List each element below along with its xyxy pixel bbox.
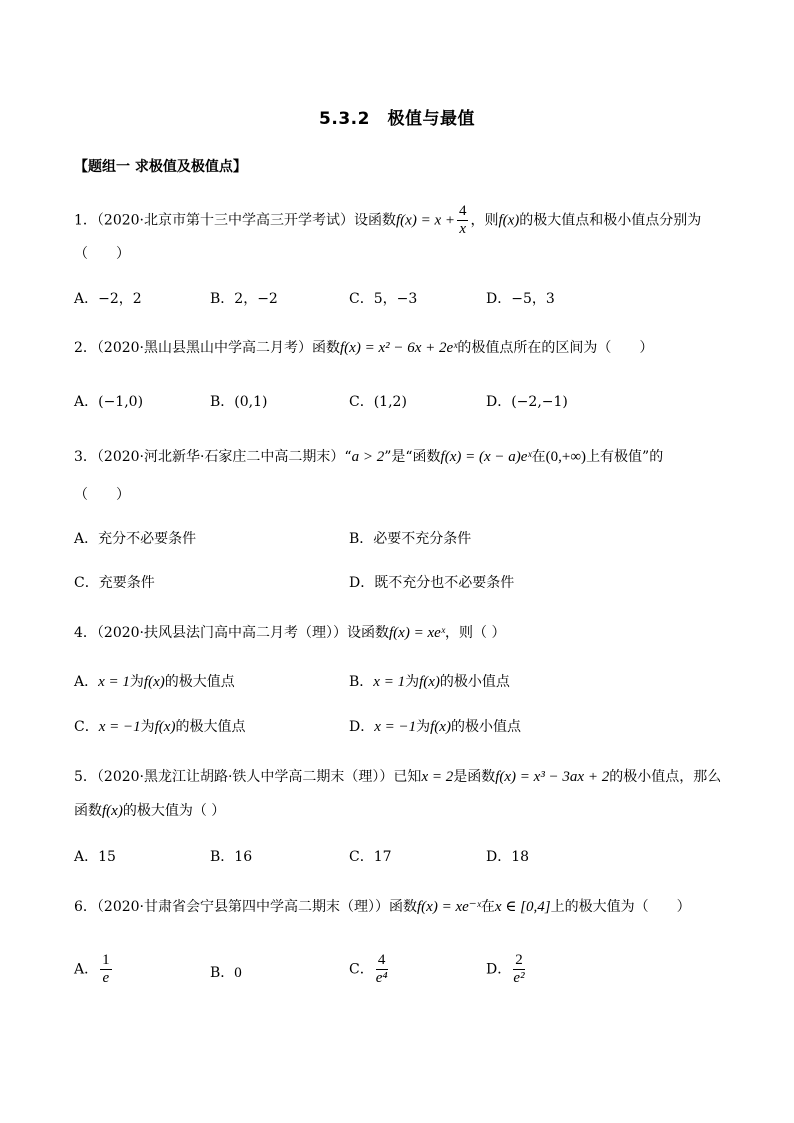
q1-option-b: B．2，−2	[210, 291, 278, 307]
q2-option-d: D．(−2,−1)	[486, 394, 568, 410]
q4-d-fx: f(x)	[430, 719, 451, 735]
q6-suffix: 上的极大值为（ ）	[550, 899, 691, 915]
q3-prefix: 3．（2020·河北新华·石家庄二中高二期末）“	[74, 449, 352, 465]
q1-mid: ，则	[470, 212, 499, 229]
q3-option-d: D．既不充分也不必要条件	[349, 575, 515, 591]
q5-option-a: A．15	[74, 849, 116, 865]
q5-cond: x = 2	[421, 769, 454, 785]
q3-formula: f(x) = (x − a)eˣ	[440, 449, 532, 465]
q4-prefix: 4．（2020·扶风县法门高中高二月考（理））设函数	[74, 625, 389, 641]
q2-prefix: 2．（2020·黑山县黑山中学高二月考）函数	[74, 340, 340, 356]
q2-option-c: C．(1,2)	[349, 394, 407, 410]
q4-c-cond: x = −1	[98, 719, 141, 735]
q6-b-label: B．	[210, 965, 235, 981]
q6-formula: f(x) = xe⁻ˣ	[417, 899, 481, 915]
q6-c-den: e⁴	[375, 970, 388, 986]
q3-suffix: 上有极值”的	[586, 449, 664, 465]
q3-cond: a > 2	[351, 449, 385, 465]
q4-a-fx: f(x)	[143, 674, 165, 690]
q5-mid: 是函数	[453, 769, 496, 785]
q4-a-text: 的极大值点	[164, 674, 235, 690]
q6-c-fraction	[376, 952, 388, 987]
q6-a-num: 1	[102, 952, 110, 968]
q5-line2b: 的极大值为（ ）	[122, 803, 226, 819]
q4-option-b	[349, 671, 510, 691]
q3-mid2: 在	[531, 449, 546, 465]
q5-line-2	[74, 800, 225, 820]
q6-option-d	[486, 952, 527, 987]
question-2	[74, 337, 653, 357]
q3-mid: ”是“函数	[384, 449, 441, 465]
q6-domain: x ∈ [0,4]	[494, 899, 551, 915]
q3-interval: (0,+∞)	[545, 449, 587, 465]
q3-paren: （ ）	[74, 487, 130, 503]
q6-d-label: D．	[486, 961, 512, 978]
q5-prefix: 5．（2020·黑龙江让胡路·铁人中学高二期末（理））已知	[74, 769, 422, 785]
question-3	[74, 446, 663, 466]
q6-c-num: 4	[376, 952, 388, 970]
question-1	[74, 203, 701, 238]
q4-d-w: 为	[416, 719, 431, 735]
q4-d-label: D．	[349, 719, 375, 735]
q6-option-b	[210, 962, 242, 982]
q3-option-c: C．充要条件	[74, 575, 155, 591]
q4-d-text: 的极小值点	[450, 719, 521, 735]
q4-option-c	[74, 716, 245, 736]
q6-mid: 在	[480, 899, 495, 915]
q6-prefix: 6．（2020·甘肃省会宁县第四中学高二期末（理））函数	[74, 899, 417, 915]
q6-d-num: 2	[515, 952, 523, 968]
q1-option-c: C．5，−3	[349, 291, 418, 307]
q4-b-cond: x = 1	[373, 674, 406, 690]
q5-formula: f(x) = x³ − 3ax + 2	[495, 769, 610, 785]
q1-option-d: D．−5，3	[486, 291, 555, 307]
q6-d-fraction	[513, 952, 525, 987]
q4-c-label: C．	[74, 719, 99, 735]
q5-option-d: D．18	[486, 849, 530, 865]
q4-c-w: 为	[140, 719, 155, 735]
q1-fx: f(x)	[498, 212, 520, 229]
q4-b-w: 为	[405, 674, 420, 690]
question-4	[74, 622, 505, 642]
q4-b-label: B．	[349, 674, 374, 690]
q1-frac-den: x	[459, 221, 467, 237]
q5-option-b: B．16	[210, 849, 253, 865]
q2-suffix: 的极值点所在的区间为（ ）	[457, 340, 654, 356]
q3-option-b: B．必要不充分条件	[349, 531, 472, 547]
q4-d-cond: x = −1	[374, 719, 417, 735]
q4-a-w: 为	[129, 674, 144, 690]
q1-formula: f(x) = x +	[396, 212, 455, 229]
q3-option-a: A．充分不必要条件	[74, 531, 197, 547]
q2-option-a: A．(−1,0)	[74, 394, 144, 410]
q6-option-c	[349, 952, 390, 987]
q5-line2a: 函数	[74, 803, 102, 819]
q4-c-text: 的极大值点	[175, 719, 246, 735]
q4-suffix: ，则（ ）	[445, 625, 506, 641]
q6-c-label: C．	[349, 961, 374, 978]
q6-a-den: e	[102, 970, 110, 986]
q4-b-text: 的极小值点	[439, 674, 510, 690]
q4-b-fx: f(x)	[419, 674, 440, 690]
q5-option-c: C．17	[349, 849, 392, 865]
q5-fx: f(x)	[102, 803, 123, 819]
q4-c-fx: f(x)	[154, 719, 176, 735]
q2-option-b: B．(0,1)	[210, 394, 268, 410]
q4-a-cond: x = 1	[98, 674, 130, 690]
q1-suffix: 的极大值点和极小值点分别为	[519, 212, 702, 229]
q6-d-den: e²	[513, 970, 525, 986]
q4-formula: f(x) = xeˣ	[389, 625, 445, 641]
q1-fraction	[457, 203, 469, 238]
q1-prefix: 1．（2020·北京市第十三中学高三开学考试）设函数	[74, 212, 396, 229]
q6-a-fraction	[100, 952, 112, 987]
q4-option-d	[349, 716, 521, 736]
q4-option-a	[74, 671, 235, 691]
q1-option-a: A．−2，2	[74, 291, 142, 307]
q6-option-a	[74, 952, 114, 987]
q4-a-label: A．	[74, 674, 99, 690]
question-6	[74, 896, 691, 916]
q5-suffix: 的极小值点，那么	[609, 769, 722, 785]
q2-formula: f(x) = x² − 6x + 2eˣ	[340, 340, 458, 356]
section-heading: 【题组一 求极值及极值点】	[74, 159, 247, 175]
q6-a-label: A．	[74, 961, 99, 978]
q1-frac-num: 4	[458, 203, 467, 219]
q6-b-text: 0	[234, 965, 242, 981]
question-5	[74, 766, 721, 786]
page-title: 5.3.2 极值与最值	[319, 109, 475, 129]
q1-paren: （ ）	[74, 246, 130, 262]
